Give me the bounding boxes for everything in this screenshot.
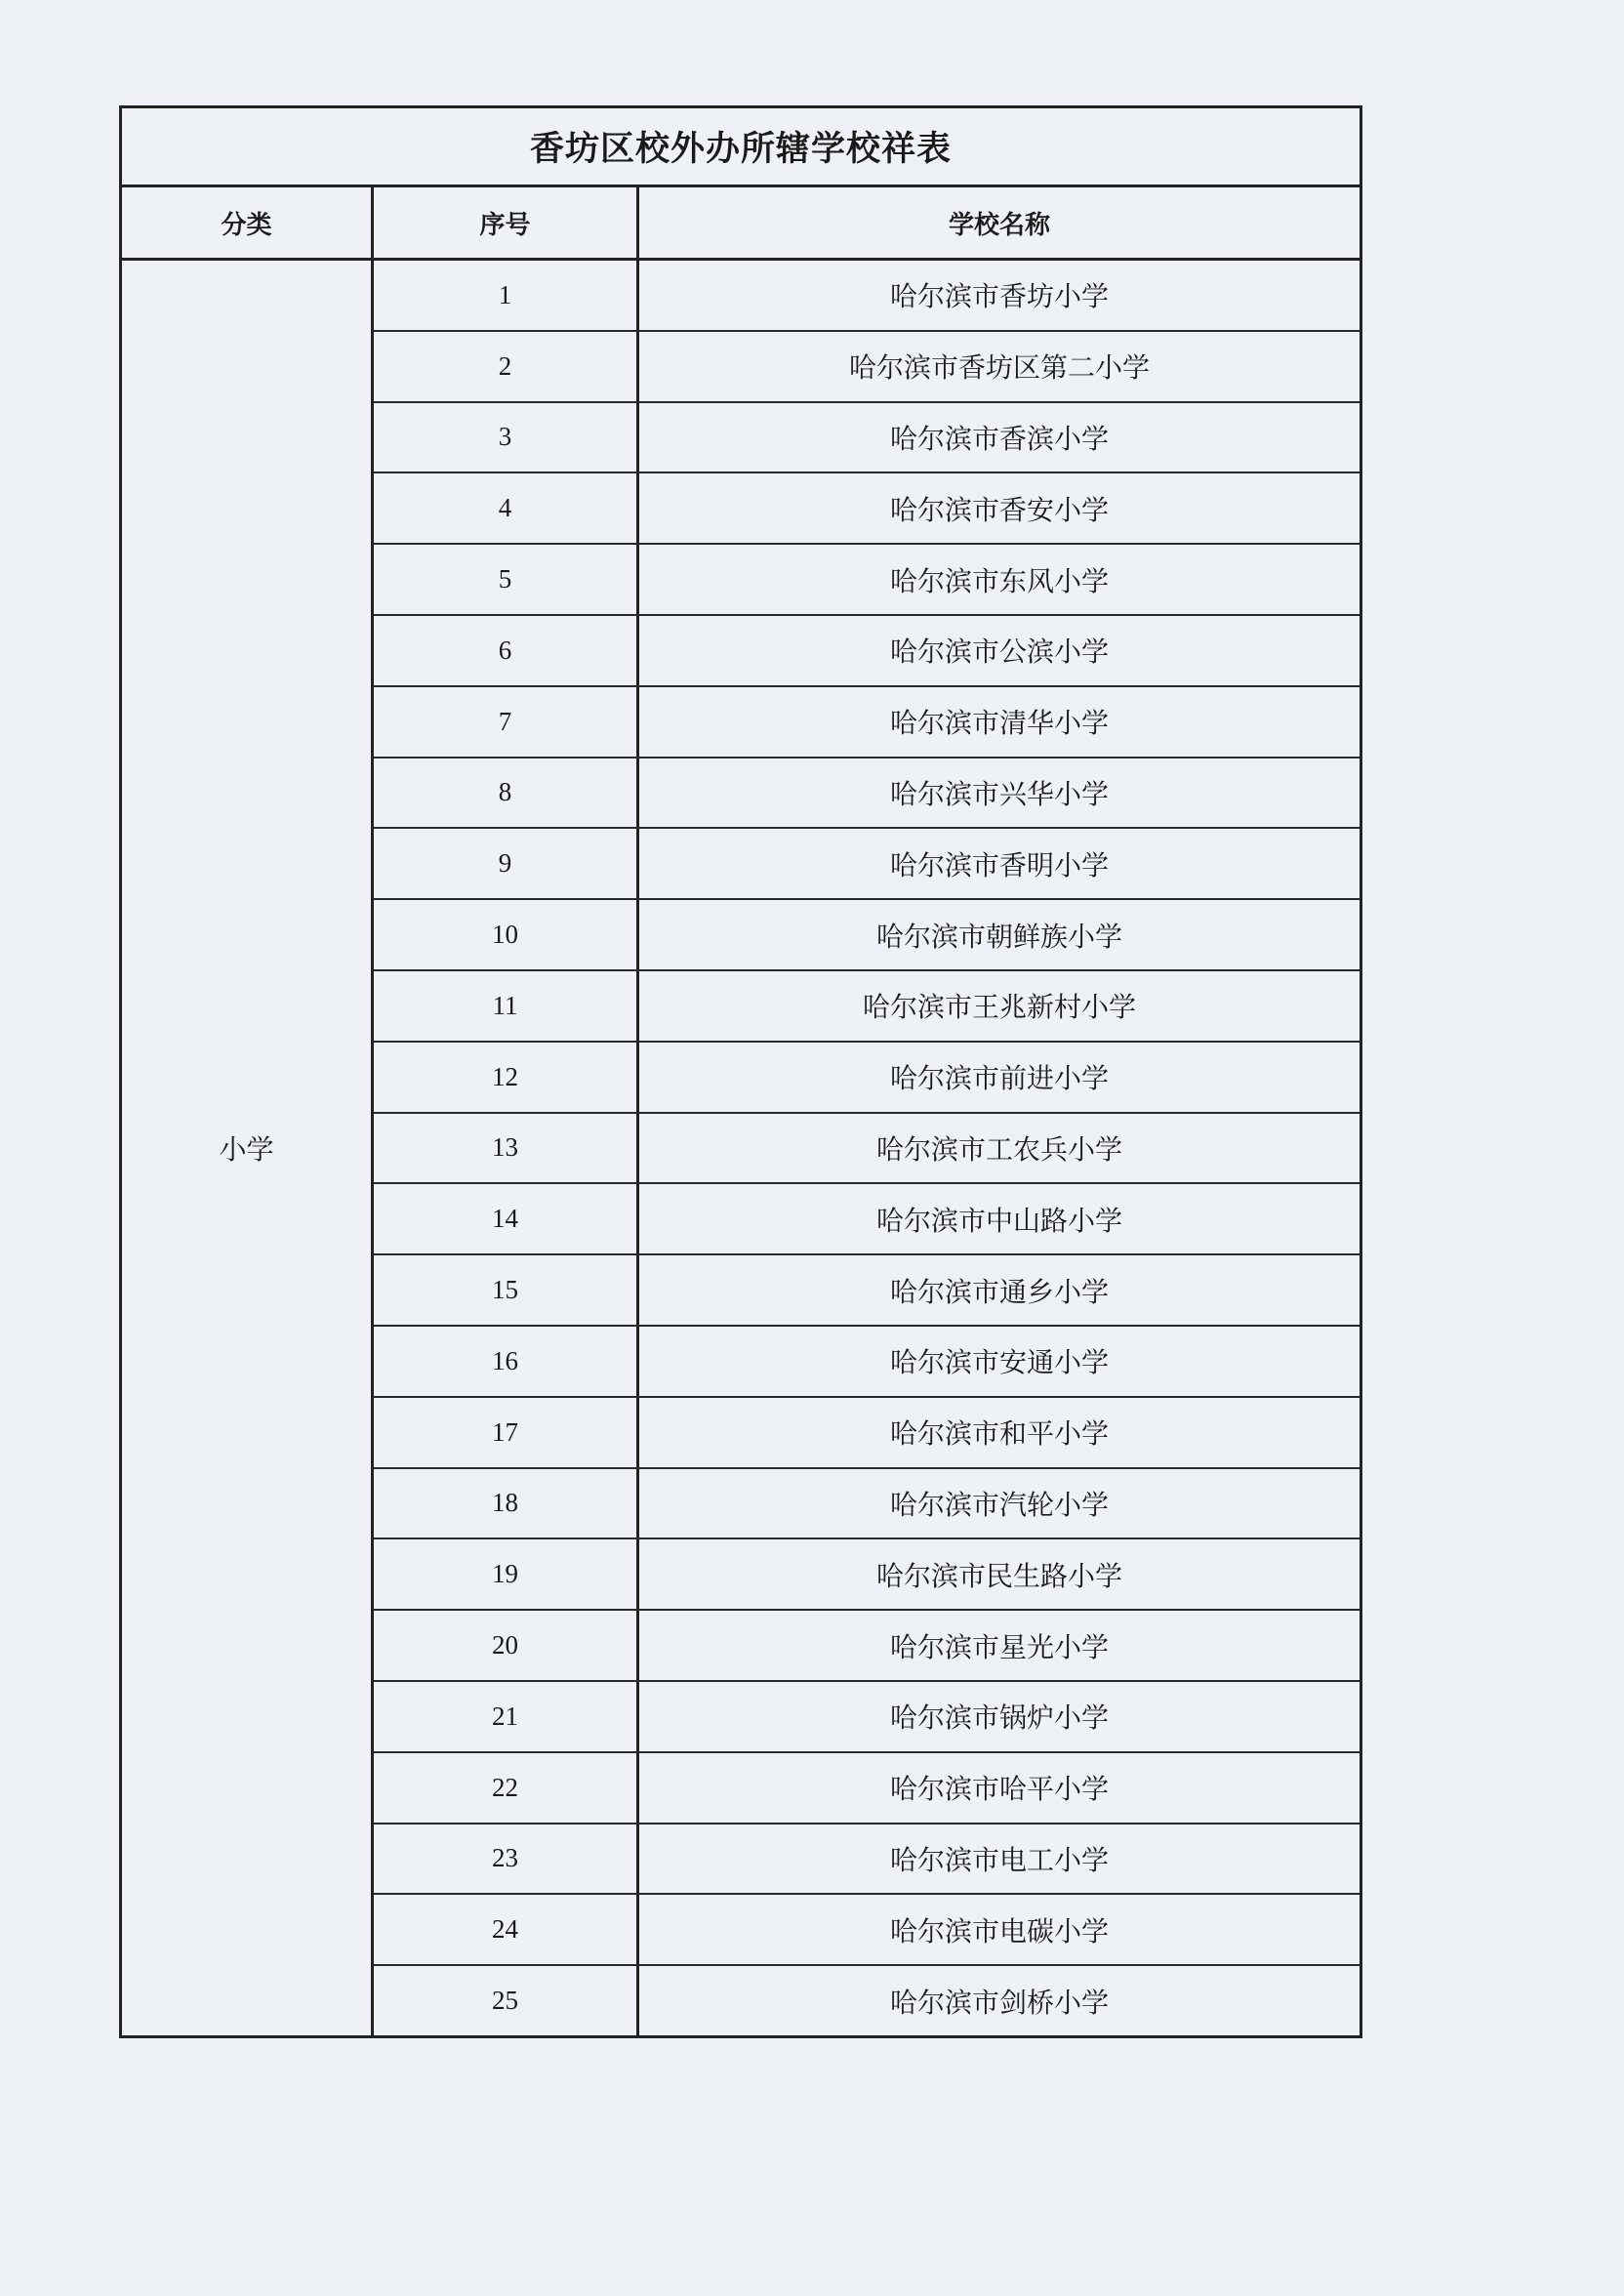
row-school-name: 哈尔滨市公滨小学 <box>889 636 1109 669</box>
row-school-name: 哈尔滨市东风小学 <box>889 564 1109 597</box>
table-title: 香坊区校外办所辖学校祥表 <box>122 108 1360 187</box>
row-school-name: 哈尔滨市民生路小学 <box>875 1559 1122 1592</box>
row-school-name: 哈尔滨市香安小学 <box>889 493 1109 526</box>
table-row <box>374 545 1360 616</box>
row-school-name: 哈尔滨市和平小学 <box>889 1417 1109 1451</box>
table-row <box>374 1469 1360 1540</box>
table-row <box>374 900 1360 971</box>
row-school-name: 哈尔滨市前进小学 <box>889 1062 1109 1095</box>
row-school-name: 哈尔滨市电工小学 <box>889 1843 1109 1876</box>
table-row <box>374 473 1360 545</box>
row-school-name: 哈尔滨市朝鲜族小学 <box>875 920 1122 953</box>
row-school-name: 哈尔滨市香坊区第二小学 <box>848 351 1150 385</box>
table-row <box>374 687 1360 758</box>
row-seq: 10 <box>374 900 639 969</box>
table-row <box>374 1966 1360 2035</box>
row-school-name: 哈尔滨市电碳小学 <box>889 1914 1109 1948</box>
table-row <box>374 1255 1360 1327</box>
row-school-name: 哈尔滨市中山路小学 <box>875 1204 1122 1237</box>
row-seq: 15 <box>374 1255 639 1325</box>
row-seq: 8 <box>374 758 639 828</box>
table-row <box>374 261 1360 332</box>
row-seq: 1 <box>374 261 639 330</box>
row-seq: 19 <box>374 1539 639 1609</box>
category-cell: 小学 <box>122 261 374 2035</box>
row-school-name: 哈尔滨市香坊小学 <box>889 280 1109 313</box>
row-seq: 7 <box>374 687 639 757</box>
table-rows <box>374 261 1360 2035</box>
table-row <box>374 1327 1360 1398</box>
row-seq: 3 <box>374 403 639 472</box>
row-seq: 18 <box>374 1469 639 1538</box>
row-school-name: 哈尔滨市香明小学 <box>889 848 1109 882</box>
row-school-name: 哈尔滨市王兆新村小学 <box>862 991 1136 1024</box>
row-seq: 20 <box>374 1611 639 1680</box>
row-seq: 16 <box>374 1327 639 1396</box>
row-school-name: 哈尔滨市哈平小学 <box>889 1773 1109 1806</box>
table-row <box>374 1043 1360 1114</box>
row-seq: 25 <box>374 1966 639 2035</box>
row-seq: 22 <box>374 1753 639 1823</box>
table-row <box>374 403 1360 474</box>
row-seq: 2 <box>374 332 639 401</box>
school-table <box>119 105 1362 2038</box>
table-row <box>374 1824 1360 1896</box>
table-row <box>374 829 1360 900</box>
row-seq: 24 <box>374 1895 639 1964</box>
header-category: 分类 <box>122 187 374 258</box>
row-school-name: 哈尔滨市锅炉小学 <box>889 1702 1109 1735</box>
row-school-name: 哈尔滨市香滨小学 <box>889 422 1109 455</box>
table-row <box>374 758 1360 830</box>
row-seq: 17 <box>374 1398 639 1467</box>
row-seq: 14 <box>374 1184 639 1253</box>
row-seq: 13 <box>374 1114 639 1183</box>
table-row <box>374 1682 1360 1753</box>
row-seq: 9 <box>374 829 639 898</box>
row-school-name: 哈尔滨市兴华小学 <box>889 777 1109 810</box>
row-seq: 12 <box>374 1043 639 1112</box>
table-row <box>374 971 1360 1043</box>
row-seq: 4 <box>374 473 639 543</box>
row-school-name: 哈尔滨市剑桥小学 <box>889 1986 1109 2019</box>
table-row <box>374 1114 1360 1185</box>
table-row <box>374 1611 1360 1682</box>
table-header-row <box>122 187 1360 261</box>
table-row <box>374 1184 1360 1255</box>
row-seq: 6 <box>374 616 639 685</box>
table-row <box>374 332 1360 403</box>
row-school-name: 哈尔滨市汽轮小学 <box>889 1488 1109 1521</box>
row-school-name: 哈尔滨市星光小学 <box>889 1630 1109 1663</box>
table-body <box>122 261 1360 2035</box>
table-row <box>374 1539 1360 1611</box>
table-row <box>374 1398 1360 1469</box>
row-school-name: 哈尔滨市安通小学 <box>889 1346 1109 1379</box>
row-school-name: 哈尔滨市清华小学 <box>889 707 1109 740</box>
header-school-name: 学校名称 <box>948 210 1050 240</box>
row-seq: 23 <box>374 1824 639 1894</box>
table-row <box>374 1753 1360 1824</box>
row-seq: 5 <box>374 545 639 614</box>
header-seq: 序号 <box>374 187 639 258</box>
table-row <box>374 616 1360 687</box>
table-row <box>374 1895 1360 1966</box>
row-school-name: 哈尔滨市工农兵小学 <box>875 1132 1122 1166</box>
row-seq: 21 <box>374 1682 639 1751</box>
row-school-name: 哈尔滨市通乡小学 <box>889 1275 1109 1308</box>
row-seq: 11 <box>374 971 639 1041</box>
